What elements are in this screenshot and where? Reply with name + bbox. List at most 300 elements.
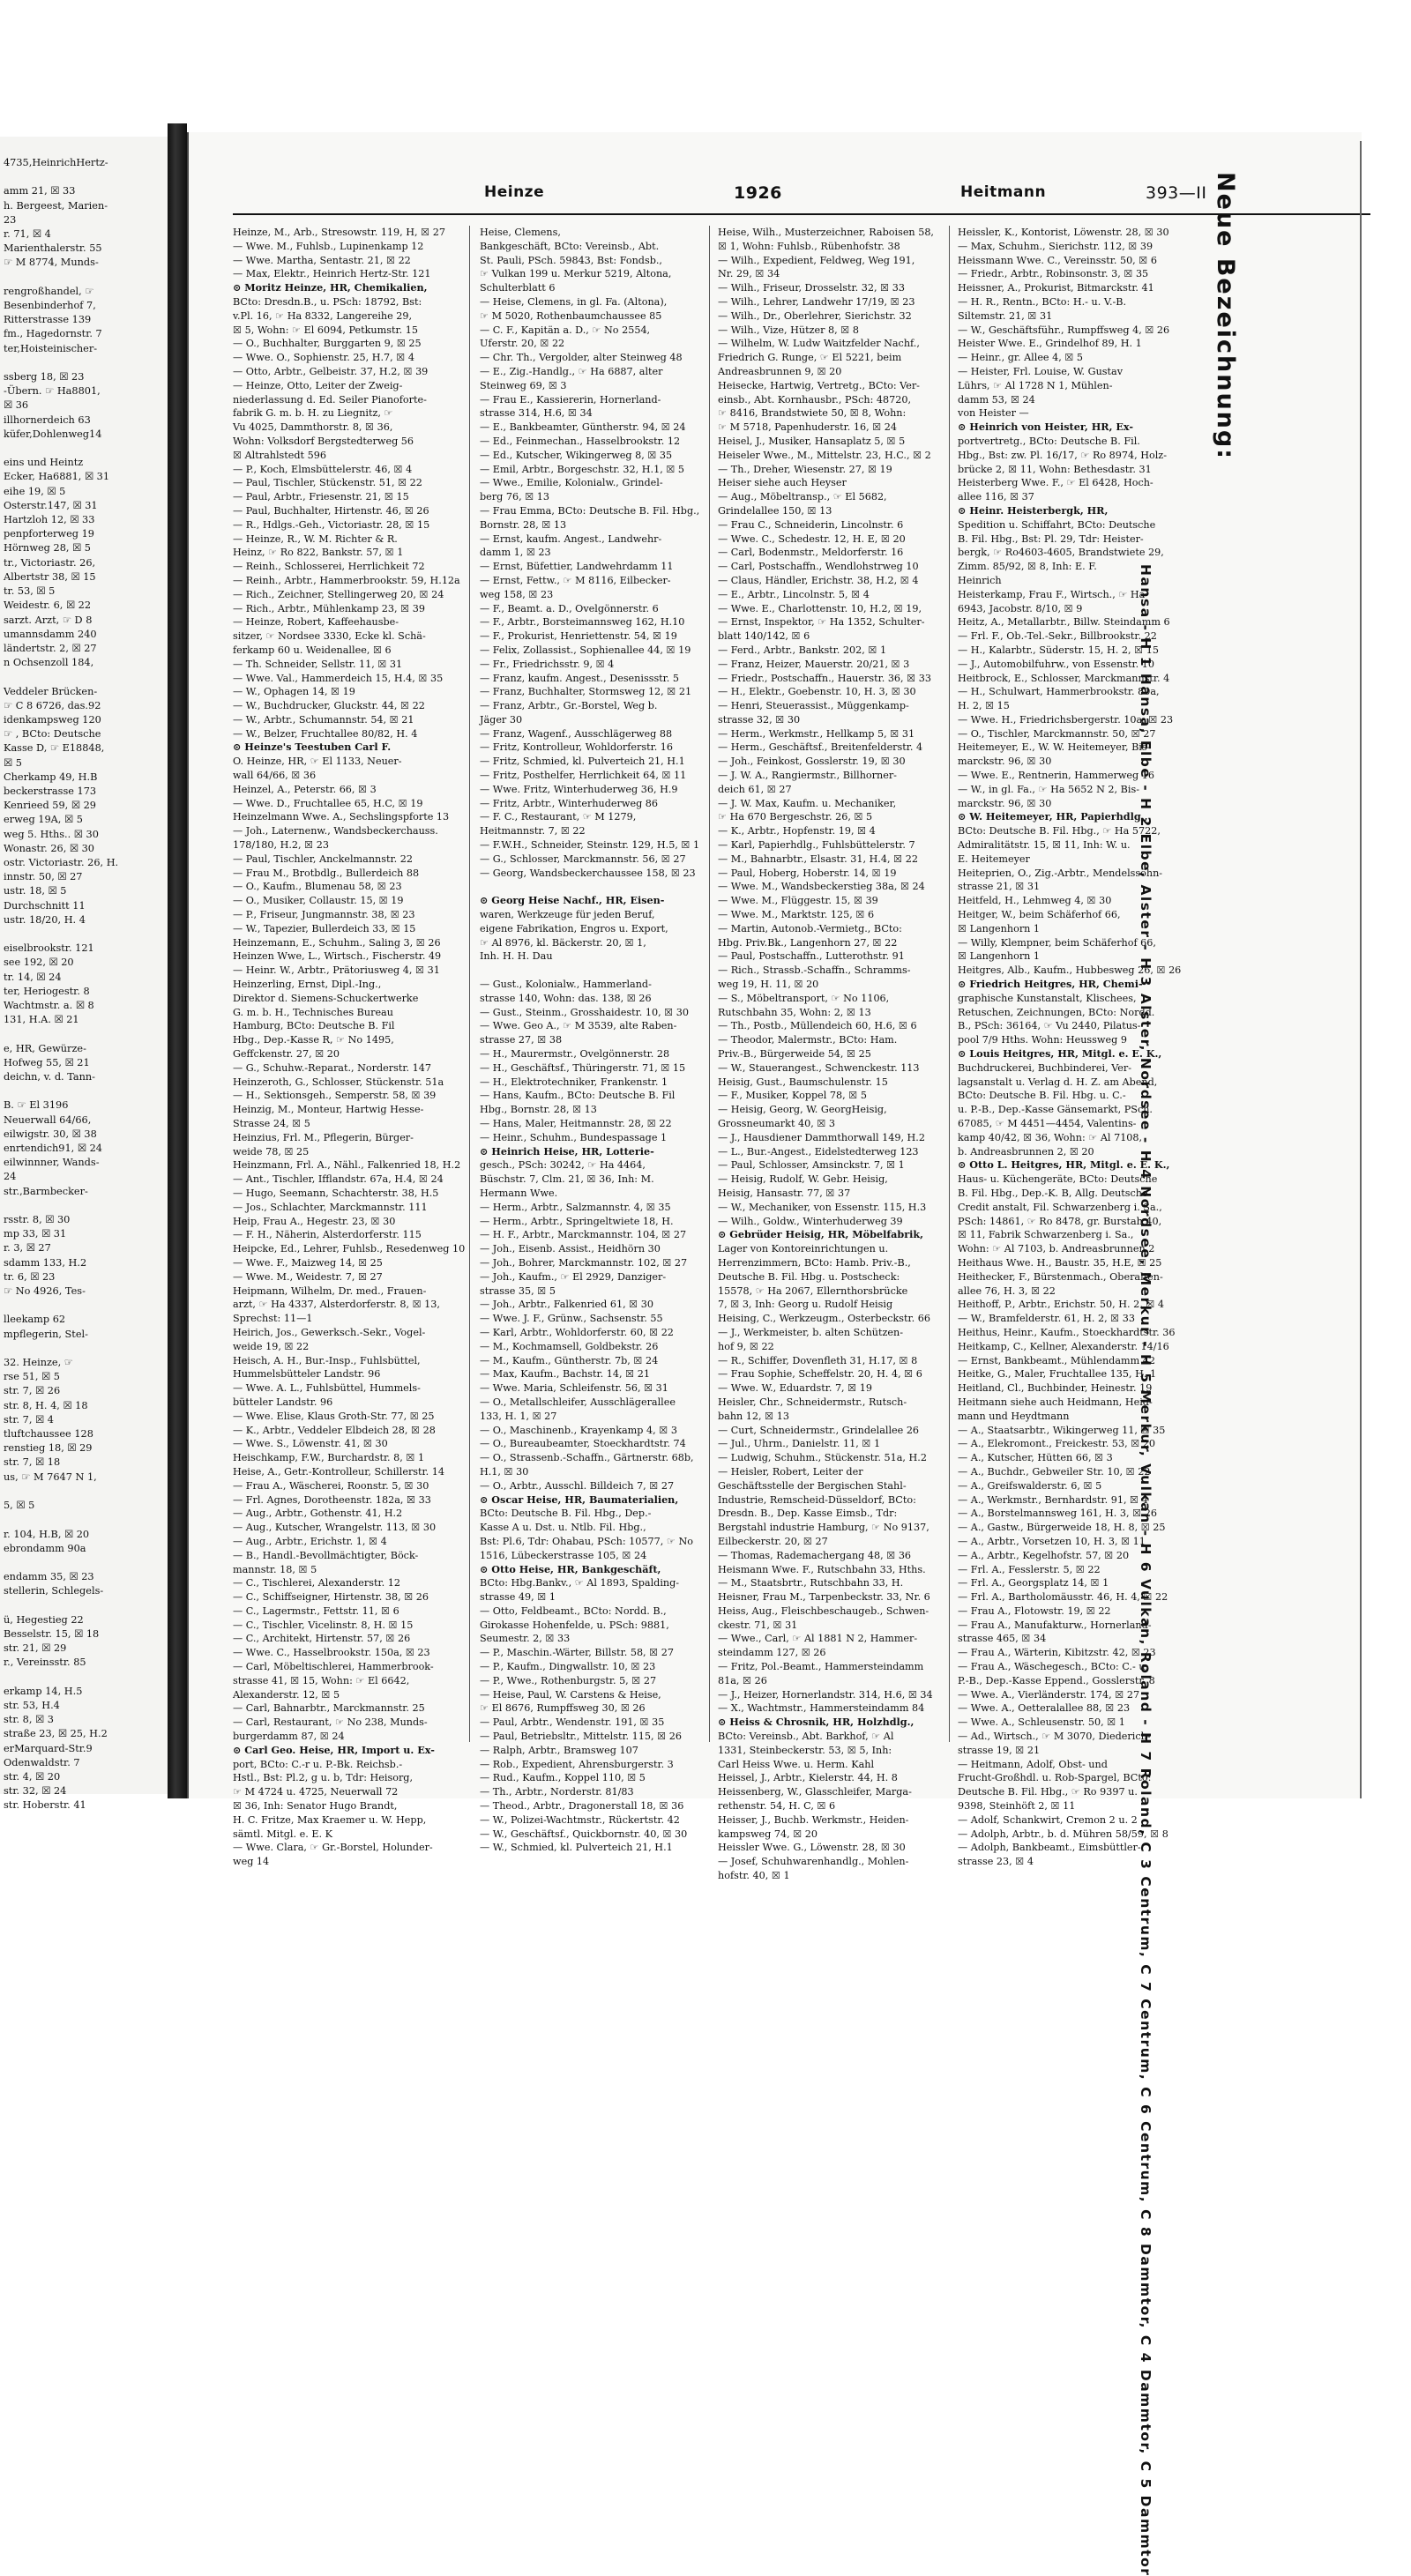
directory-entry: O. Heinze, HR, ☞ El 1133, Neuer- xyxy=(233,756,402,768)
directory-entry: — Ernst, Inspektor, ☞ Ha 1352, Schulter- xyxy=(718,616,925,629)
directory-entry: — Joh., Bohrer, Marckmannstr. 102, ☒ 27 xyxy=(480,1256,688,1269)
directory-entry: — Th., Arbtr., Norderstr. 81/83 xyxy=(480,1786,634,1798)
column-1 xyxy=(233,226,466,1869)
directory-entry: Jäger 30 xyxy=(480,713,523,726)
directory-entry: — P., Friseur, Jungmannstr. 38, ☒ 23 xyxy=(233,909,415,921)
directory-entry: — Jul., Uhrm., Danielstr. 11, ☒ 1 xyxy=(718,1438,881,1450)
directory-entry: — Martin, Autonob.-Vermietg., BCto: xyxy=(718,922,902,934)
directory-entry: — H., Sektionsgeh., Semperstr. 58, ☒ 39 xyxy=(233,1090,437,1102)
directory-entry: Heitkamp, C., Kellner, Alexanderstr. 14/16 xyxy=(958,1340,1169,1352)
left-fragment-line xyxy=(0,927,168,942)
left-fragment-line: r. 71, ☒ 4 xyxy=(4,228,51,241)
left-fragment-line: stellerin, Schlegels- xyxy=(4,1585,104,1597)
left-fragment-line: 5, ☒ 5 xyxy=(4,1500,35,1512)
directory-entry: Haus- u. Küchengeräte, BCto: Deutsche xyxy=(958,1173,1158,1186)
directory-entry: ☒ Langenhorn 1 xyxy=(958,922,1041,934)
directory-entry: — Henri, Steuerassist., Müggenkamp- xyxy=(718,700,909,712)
directory-entry: — Franz, kaufm. Angest., Desenissstr. 5 xyxy=(480,672,680,684)
directory-entry: Priv.-B., Bürgerweide 54, ☒ 25 xyxy=(718,1048,871,1061)
left-fragment-line: ☞ M 8774, Munds- xyxy=(4,257,99,269)
directory-entry: — Th., Dreher, Wiesenstr. 27, ☒ 19 xyxy=(718,463,892,475)
left-fragment-line xyxy=(0,1599,168,1613)
directory-entry: — Gust., Steinm., Grosshaidestr. 10, ☒ 30 xyxy=(480,1006,690,1018)
directory-entry: — Hugo, Seemann, Schachterstr. 38, H.5 xyxy=(233,1187,439,1199)
directory-entry: E. Heitemeyer xyxy=(958,852,1030,865)
left-fragment-line xyxy=(0,1556,168,1570)
directory-entry: Heitz, A., Metallarbtr., Billw. Steindamm 6 xyxy=(958,616,1170,629)
directory-entry: Heisch, A. H., Bur.-Insp., Fuhlsbüttel, xyxy=(233,1354,421,1366)
directory-entry: u. P.-B., Dep.-Kasse Gänsemarkt, PSch. xyxy=(958,1104,1153,1116)
directory-entry: Hermann Wwe. xyxy=(480,1187,558,1199)
directory-entry: — W., Mechaniker, von Essenstr. 115, H.3 xyxy=(718,1201,927,1213)
left-fragment-line: ☞ C 8 6726, das.92 xyxy=(4,699,101,711)
directory-entry: — Rich., Strassb.-Schaffn., Schramms- xyxy=(718,964,911,977)
directory-entry: Heisner, Frau M., Tarpenbeckstr. 33, Nr. 6 xyxy=(718,1591,930,1604)
directory-entry: Nr. 29, ☒ 34 xyxy=(718,268,780,280)
left-fragment-line: Odenwaldstr. 7 xyxy=(4,1756,80,1768)
left-fragment-line: erweg 19A, ☒ 5 xyxy=(4,814,83,826)
left-fragment-line: erMarquard-Str.9 xyxy=(4,1742,93,1754)
directory-entry: v.Pl. 16, ☞ Ha 8332, Langereihe 29, xyxy=(233,309,413,322)
directory-entry: 67085, ☞ M 4451—4454, Valentins- xyxy=(958,1118,1137,1129)
directory-entry: — A., Staatsarbtr., Wikingerweg 11, ☒ 35 xyxy=(958,1424,1166,1436)
directory-entry: ⊙ Oscar Heise, HR, Baumaterialien, xyxy=(480,1493,679,1506)
directory-entry: — Frl. A., Georgsplatz 14, ☒ 1 xyxy=(958,1577,1109,1590)
directory-entry: BCto: Dresdn.B., u. PSch: 18792, Bst: xyxy=(233,295,422,308)
left-fragment-line: e, HR, Gewürze- xyxy=(4,1042,86,1054)
directory-entry: Heischkamp, F.W., Burchardstr. 8, ☒ 1 xyxy=(233,1452,425,1464)
directory-entry: ⊙ Otto L. Heitgres, HR, Mitgl. e. E. K., xyxy=(958,1158,1170,1172)
directory-entry: — Rich., Zeichner, Stellingerweg 20, ☒ 24 xyxy=(233,588,444,600)
directory-entry: ☞ Ha 670 Bergeschstr. 26, ☒ 5 xyxy=(718,811,873,823)
left-fragment-line: ter, Heriogestr. 8 xyxy=(4,985,90,997)
left-fragment-line: ☒ 5 xyxy=(4,756,22,769)
directory-entry: — Heinr. W., Arbtr., Prätoriusweg 4, ☒ 31 xyxy=(233,964,440,977)
directory-entry: 178/180, H.2, ☒ 23 xyxy=(233,839,329,852)
directory-entry: Rutschbahn 35, Wohn: 2, ☒ 13 xyxy=(718,1006,871,1018)
directory-entry: Steinweg 69, ☒ 3 xyxy=(480,379,567,391)
directory-entry: — Ernst, Fettw., ☞ M 8116, Eilbecker- xyxy=(480,574,671,586)
directory-entry: — Herm., Arbtr., Springeltwiete 18, H. xyxy=(480,1215,674,1227)
directory-entry: brücke 2, ☒ 11, Wohn: Bethesdastr. 31 xyxy=(958,463,1152,475)
left-fragment-line: lleekamp 62 xyxy=(4,1314,66,1326)
directory-entry: — Frau M., Brotbdlg., Bullerdeich 88 xyxy=(233,867,420,879)
directory-entry xyxy=(480,964,702,978)
directory-entry: Hummelsbütteler Landstr. 96 xyxy=(233,1368,381,1381)
directory-entry: 133, H. 1, ☒ 27 xyxy=(480,1410,557,1422)
directory-entry: — Reinh., Arbtr., Hammerbrookstr. 59, H.12a xyxy=(233,574,460,586)
directory-entry: ☞ M 5718, Papenhuderstr. 16, ☒ 24 xyxy=(718,421,898,434)
directory-entry: — A., Werkmstr., Bernhardstr. 91, ☒ 4 xyxy=(958,1493,1148,1506)
directory-entry: marckstr. 96, ☒ 30 xyxy=(958,756,1052,768)
directory-entry: — Paul, Buchhalter, Hirtenstr. 46, ☒ 26 xyxy=(233,504,429,517)
left-fragment-line: tr. 14, ☒ 24 xyxy=(4,971,62,983)
left-fragment-line: tluftchaussee 128 xyxy=(4,1428,93,1441)
directory-entry: — Wwe. W., Eduardstr. 7, ☒ 19 xyxy=(718,1382,872,1395)
directory-entry: — A., Elekromont., Freickestr. 53, ☒ 20 xyxy=(958,1438,1156,1450)
directory-entry: Dresdn. B., Dep. Kasse Eimsb., Tdr: xyxy=(718,1508,898,1520)
directory-entry: Spedition u. Schiffahrt, BCto: Deutsche xyxy=(958,518,1156,531)
left-fragment-line: str. 21, ☒ 29 xyxy=(4,1642,67,1655)
directory-entry: portvertretg., BCto: Deutsche B. Fil. xyxy=(958,435,1140,447)
directory-entry: Wohn: Volksdorf Bergstedterweg 56 xyxy=(233,435,414,447)
directory-entry: hofstr. 40, ☒ 1 xyxy=(718,1870,790,1882)
directory-entry: — Carl, Möbeltischlerei, Hammerbrook- xyxy=(233,1661,434,1673)
directory-entry: Heissel, J., Arbtr., Kielerstr. 44, H. 8 xyxy=(718,1772,898,1784)
directory-entry: — Georg, Wandsbeckerchaussee 158, ☒ 23 xyxy=(480,867,696,879)
left-fragment-line: str. 7, ☒ 26 xyxy=(4,1385,61,1397)
directory-entry: — P., Koch, Elmsbüttelerstr. 46, ☒ 4 xyxy=(233,463,413,475)
directory-entry: — H. F., Arbtr., Marckmannstr. 104, ☒ 27 xyxy=(480,1229,687,1241)
directory-entry: Siltemstr. 21, ☒ 31 xyxy=(958,309,1053,322)
left-fragment-line: Ecker, Ha6881, ☒ 31 xyxy=(4,471,110,483)
directory-entry: — P., Maschin.-Wärter, Billstr. 58, ☒ 27 xyxy=(480,1647,674,1659)
directory-entry: PSch: 14861, ☞ Ro 8478, gr. Burstah 40, xyxy=(958,1215,1162,1227)
directory-entry: mann und Heydtmann xyxy=(958,1410,1070,1422)
directory-entry: Heisterkamp, Frau F., Wirtsch., ☞ Ha xyxy=(958,588,1146,600)
directory-entry: — Wwe. Maria, Schleifenstr. 56, ☒ 31 xyxy=(480,1382,668,1395)
left-fragment-line: ostr. Victoriastr. 26, H. xyxy=(4,856,119,868)
directory-entry: ckestr. 71, ☒ 31 xyxy=(718,1619,798,1631)
directory-entry: hof 9, ☒ 22 xyxy=(718,1340,774,1352)
directory-entry: 81a, ☒ 26 xyxy=(718,1674,767,1686)
directory-entry: — Rob., Expedient, Ahrensburgerstr. 3 xyxy=(480,1758,674,1770)
directory-entry: — Max, Kaufm., Bachstr. 14, ☒ 21 xyxy=(480,1368,650,1381)
column-divider xyxy=(949,226,950,1742)
directory-entry: Friedrich G. Runge, ☞ El 5221, beim xyxy=(718,352,902,364)
directory-entry: Heitbrock, E., Schlosser, Marckmannstr. 4 xyxy=(958,672,1170,684)
directory-entry: wall 64/66, ☒ 36 xyxy=(233,770,317,782)
directory-entry: ☞ El 8676, Rumpffsweg 30, ☒ 26 xyxy=(480,1702,646,1715)
directory-entry: — F., Prokurist, Henriettenstr. 54, ☒ 19 xyxy=(480,630,677,643)
left-fragment-line xyxy=(0,170,168,184)
directory-entry: — W., Tapezier, Bullerdeich 33, ☒ 15 xyxy=(233,922,416,934)
directory-entry: — Frau E., Kassiererin, Hornerland- xyxy=(480,393,661,406)
directory-entry: — Wwe. F., Maizweg 14, ☒ 25 xyxy=(233,1256,383,1269)
directory-entry: 9398, Steinhöft 2, ☒ 11 xyxy=(958,1800,1076,1813)
left-fragment-line: us, ☞ M 7647 N 1, xyxy=(4,1470,97,1483)
directory-entry: — Heinze, R., W. M. Richter & R. xyxy=(233,532,398,545)
column-2 xyxy=(480,226,702,1855)
left-fragment-line: Besenbinderhof 7, xyxy=(4,300,96,312)
directory-entry: Seumestr. 2, ☒ 33 xyxy=(480,1633,571,1645)
directory-entry: Carl Heiss Wwe. u. Herm. Kahl xyxy=(718,1758,875,1770)
directory-entry: — Wwe. O., Sophienstr. 25, H.7, ☒ 4 xyxy=(233,352,414,364)
directory-entry: steindamm 127, ☒ 26 xyxy=(718,1647,826,1659)
directory-entry: — Rud., Kaufm., Koppel 110, ☒ 5 xyxy=(480,1772,646,1784)
directory-entry: — Heinr., gr. Allee 4, ☒ 5 xyxy=(958,352,1084,364)
directory-entry: ⊙ Louis Heitgres, HR, Mitgl. e. E. K., xyxy=(958,1047,1162,1061)
left-fragment-line: -Übern. ☞ Ha8801, xyxy=(4,385,101,398)
left-fragment-line: ☞ No 4926, Tes- xyxy=(4,1285,86,1298)
directory-entry: — Wwe. Geo A., ☞ M 3539, alte Raben- xyxy=(480,1020,677,1032)
directory-entry: — Frau A., Wäscherei, Roonstr. 5, ☒ 30 xyxy=(233,1479,429,1492)
left-fragment-line: idenkampsweg 120 xyxy=(4,713,101,726)
left-fragment-line: str. 7, ☒ 4 xyxy=(4,1413,54,1426)
directory-entry: Kasse A u. Dst. u. Ntlb. Fil. Hbg., xyxy=(480,1522,646,1534)
left-fragment-line: enrtendich91, ☒ 24 xyxy=(4,1143,102,1155)
left-fragment-line: sdamm 133, H.2 xyxy=(4,1256,87,1269)
side-notice xyxy=(1186,172,1239,461)
directory-entry: 1516, Lübeckerstrasse 105, ☒ 24 xyxy=(480,1549,647,1561)
directory-entry: strasse 35, ☒ 5 xyxy=(480,1284,556,1297)
directory-entry: — H., Kalarbtr., Süderstr. 15, H. 2, ☒ 15 xyxy=(958,644,1159,656)
directory-entry: — J., Automobilfuhrw., von Essenstr. 10 xyxy=(958,658,1155,670)
directory-entry: — F., Beamt. a. D., Ovelgönnerstr. 6 xyxy=(480,602,659,614)
directory-entry: — K., Arbtr., Veddeler Elbdeich 28, ☒ 28 xyxy=(233,1424,436,1436)
directory-entry: — Frl. A., Bartholomäusstr. 46, H. 4, ☒ 22 xyxy=(958,1591,1168,1604)
left-fragment-line: ustr. 18, ☒ 5 xyxy=(4,885,67,897)
header-year: 1926 xyxy=(734,183,782,203)
directory-entry: — Frl. A., Fesslerstr. 5, ☒ 22 xyxy=(958,1563,1101,1575)
directory-entry: — Otto, Arbtr., Gelbeistr. 37, H.2, ☒ 39 xyxy=(233,365,429,377)
directory-entry: — Heinze, Otto, Leiter der Zweig- xyxy=(233,379,403,391)
directory-entry: — L., Bur.-Angest., Eidelstedterweg 123 xyxy=(718,1145,919,1158)
directory-entry: — Fr., Friedrichsstr. 9, ☒ 4 xyxy=(480,658,615,670)
directory-entry: strasse 27, ☒ 38 xyxy=(480,1034,563,1046)
directory-entry: arzt, ☞ Ha 4337, Alsterdorferstr. 8, ☒ 13, xyxy=(233,1299,440,1311)
directory-entry: — A., Gastw., Bürgerweide 18, H. 8, ☒ 25 xyxy=(958,1522,1166,1534)
directory-entry: Schulterblatt 6 xyxy=(480,282,556,294)
left-fragment-line xyxy=(0,271,168,285)
directory-entry: Retuschen, Zeichnungen, BCto: Nordd. xyxy=(958,1006,1155,1018)
directory-entry: — O., Arbtr., Ausschl. Billdeich 7, ☒ 27 xyxy=(480,1479,675,1492)
directory-entry: — Ernst, kaufm. Angest., Landwehr- xyxy=(480,532,662,545)
left-fragment-line: ☞ , BCto: Deutsche xyxy=(4,728,101,741)
directory-entry: rethenstr. 54, H. C, ☒ 6 xyxy=(718,1800,836,1813)
directory-entry: — J. W. A., Rangiermstr., Billhorner- xyxy=(718,770,897,782)
directory-entry: Bornstr. 28, ☒ 13 xyxy=(480,518,567,531)
directory-entry: Heinzelmann Wwe. A., Sechslingspforte 13 xyxy=(233,811,450,823)
directory-entry: H. C. Fritze, Max Kraemer u. W. Hepp, xyxy=(233,1813,427,1826)
directory-entry: — M., Kaufm., Güntherstr. 7b, ☒ 24 xyxy=(480,1354,659,1366)
directory-entry: einsb., Abt. Kornhausbr., PSch: 48720, xyxy=(718,393,912,406)
directory-entry: — Wilh., Vize, Hützer 8, ☒ 8 xyxy=(718,324,859,336)
left-fragment-line xyxy=(0,1199,168,1213)
directory-entry: weg 19, H. 11, ☒ 20 xyxy=(718,979,819,991)
directory-entry: Heitke, G., Maler, Fruchtallee 135, H. 1 xyxy=(958,1368,1157,1381)
directory-entry: marckstr. 96, ☒ 30 xyxy=(958,797,1052,809)
directory-entry: — Hans, Maler, Heitmannstr. 28, ☒ 22 xyxy=(480,1118,672,1129)
directory-entry: fabrik G. m. b. H. zu Liegnitz, ☞ xyxy=(233,407,393,420)
directory-entry: — Wwe., Carl, ☞ Al 1881 N 2, Hammer- xyxy=(718,1633,918,1645)
directory-entry: Heissner, A., Prokurist, Bitmarckstr. 41 xyxy=(958,282,1154,294)
column-3 xyxy=(718,226,940,1883)
directory-entry: — Frau A., Wärterin, Kibitzstr. 42, ☒ 23 xyxy=(958,1647,1156,1659)
left-fragment-line: renstieg 18, ☒ 29 xyxy=(4,1442,93,1455)
directory-entry: — Ludwig, Schuhm., Stückenstr. 51a, H.2 xyxy=(718,1452,927,1464)
directory-entry: Heiseler Wwe., M., Mittelstr. 23, H.C., ☒ 2 xyxy=(718,449,931,461)
directory-entry: — Theodor, Malermstr., BCto: Ham. xyxy=(718,1034,898,1046)
directory-entry: allee 76, H. 3, ☒ 22 xyxy=(958,1284,1056,1297)
directory-entry: ferkamp 60 u. Weidenallee, ☒ 6 xyxy=(233,644,392,656)
directory-entry: Heitland, Cl., Buchbinder, Heinestr. 19 xyxy=(958,1382,1153,1395)
directory-entry: Heitmann siehe auch Heidmann, Heid- xyxy=(958,1396,1153,1408)
left-fragment-line: Marienthalerstr. 55 xyxy=(4,242,102,255)
directory-entry: Uferstr. 20, ☒ 22 xyxy=(480,338,565,350)
directory-entry: — C. F., Kapitän a. D., ☞ No 2554, xyxy=(480,324,651,336)
directory-entry: — Wilh., Dr., Oberlehrer, Sierichstr. 32 xyxy=(718,309,912,322)
directory-entry: ⊙ Otto Heise, HR, Bankgeschäft, xyxy=(480,1562,661,1575)
directory-entry: Heinzig, M., Monteur, Hartwig Hesse- xyxy=(233,1104,424,1116)
left-fragment-line: Kasse D, ☞ E18848, xyxy=(4,742,105,755)
directory-entry: — Ed., Feinmechan., Hasselbrookstr. 12 xyxy=(480,435,681,447)
column-divider xyxy=(469,226,470,1742)
left-fragment-line: r., Vereinsstr. 85 xyxy=(4,1657,86,1669)
directory-entry: Geschäftsstelle der Bergischen Stahl- xyxy=(718,1479,907,1492)
directory-entry: strasse 49, ☒ 1 xyxy=(480,1591,556,1604)
left-fragment-line: Osterstr.147, ☒ 31 xyxy=(4,499,98,511)
directory-entry: ⊙ Friedrich Heitgres, HR, Chemi- xyxy=(958,978,1143,991)
directory-entry: — P., Wwe., Rothenburgstr. 5, ☒ 27 xyxy=(480,1674,657,1686)
left-fragment-line: see 192, ☒ 20 xyxy=(4,957,74,969)
directory-entry: Heithus, Heinr., Kaufm., Stoeckhardtstr. 36 xyxy=(958,1326,1176,1338)
directory-entry: — Felix, Zollassist., Sophienallee 44, ☒ 19 xyxy=(480,644,691,656)
directory-entry: Heissenberg, W., Glasschleifer, Marga- xyxy=(718,1786,912,1798)
directory-entry: P.-B., Dep.-Kasse Eppend., Gosslerstr. 8 xyxy=(958,1674,1155,1686)
directory-entry: — M., Bahnarbtr., Elsastr. 31, H.4, ☒ 22 xyxy=(718,852,918,865)
directory-entry: Lager von Kontoreinrichtungen u. xyxy=(718,1243,889,1255)
directory-entry: — A., Borstelmannsweg 161, H. 3, ☒ 26 xyxy=(958,1508,1157,1520)
directory-entry: — W., Polizei-Wachtmstr., Rückertstr. 42 xyxy=(480,1813,680,1826)
directory-entry: — J., Heizer, Hornerlandstr. 314, H.6, ☒ 34 xyxy=(718,1688,933,1701)
directory-entry: — Wilh., Expedient, Feldweg, Weg 191, xyxy=(718,254,915,266)
directory-entry: — Wwe. M., Weidestr. 7, ☒ 27 xyxy=(233,1270,383,1283)
directory-entry: Grindelallee 150, ☒ 13 xyxy=(718,504,832,517)
directory-entry: — W., Schmied, kl. Pulverteich 21, H.1 xyxy=(480,1842,673,1854)
header-page-number: 393—II xyxy=(1146,183,1207,203)
left-fragment-line: B. ☞ El 3196 xyxy=(4,1099,69,1112)
left-fragment-line: endamm 35, ☒ 23 xyxy=(4,1571,94,1583)
directory-entry: Heitfeld, H., Lehmweg 4, ☒ 30 xyxy=(958,895,1112,907)
directory-entry: — Max, Schuhm., Sierichstr. 112, ☒ 39 xyxy=(958,240,1153,252)
left-fragment-line: str. 8, H. 4, ☒ 18 xyxy=(4,1399,88,1411)
directory-entry: — Wwe. A., Vierländerstr. 174, ☒ 27 xyxy=(958,1688,1140,1701)
directory-entry: — A., Arbtr., Kegelhofstr. 57, ☒ 20 xyxy=(958,1549,1130,1561)
directory-entry: — Aug., Arbtr., Gothenstr. 41, H.2 xyxy=(233,1508,403,1520)
directory-entry: — Aug., Kutscher, Wrangelstr. 113, ☒ 30 xyxy=(233,1522,437,1534)
directory-entry: — W., Belzer, Fruchtallee 80/82, H. 4 xyxy=(233,727,418,740)
directory-entry: Admiralitätstr. 15, ☒ 11, Inh: W. u. xyxy=(958,839,1131,852)
directory-entry: ☒ Langenhorn 1 xyxy=(958,950,1041,963)
directory-entry: Sprechst: 11—1 xyxy=(233,1313,313,1325)
directory-entry: — Heister, Frl. Louise, W. Gustav xyxy=(958,365,1124,377)
directory-entry: — Wwe. Clara, ☞ Gr.-Borstel, Holunder- xyxy=(233,1842,433,1854)
directory-entry: — Wwe. S., Löwenstr. 41, ☒ 30 xyxy=(233,1438,388,1450)
directory-entry: Heinzeroth, G., Schlosser, Stückenstr. 51a xyxy=(233,1076,444,1088)
directory-entry: ⊙ Gebrüder Heisig, HR, Möbelfabrik, xyxy=(718,1228,923,1241)
directory-entry: weg 14 xyxy=(233,1856,270,1868)
left-fragment-line: str. 4, ☒ 20 xyxy=(4,1770,61,1783)
directory-entry: — A., Greifswalderstr. 6, ☒ 5 xyxy=(958,1479,1102,1492)
left-fragment-line: 4735,HeinrichHertz- xyxy=(4,157,108,168)
directory-entry: H. 2, ☒ 15 xyxy=(958,700,1010,712)
left-fragment-line: Durchschnitt 11 xyxy=(4,899,86,912)
directory-entry: Heinrich xyxy=(958,574,1002,586)
directory-entry: weg 158, ☒ 23 xyxy=(480,588,554,600)
directory-entry: — J. W. Max, Kaufm. u. Mechaniker, xyxy=(718,797,897,809)
directory-entry: BCto: Hbg.Bankv., ☞ Al 1893, Spalding- xyxy=(480,1577,680,1590)
directory-entry xyxy=(480,880,702,894)
directory-entry: Heitmannstr. 7, ☒ 22 xyxy=(480,825,586,838)
directory-entry: Heitgres, Alb., Kaufm., Hubbesweg 26, ☒ 26 xyxy=(958,964,1182,977)
directory-entry: — Karl, Papierhdlg., Fuhlsbüttelerstr. 7 xyxy=(718,839,915,852)
directory-entry: — Rich., Arbtr., Mühlenkamp 23, ☒ 39 xyxy=(233,602,425,614)
directory-entry: — B., Handl.-Bevollmächtigter, Böck- xyxy=(233,1549,419,1561)
directory-entry: strasse 140, Wohn: das. 138, ☒ 26 xyxy=(480,992,652,1004)
directory-entry: bütteler Landstr. 96 xyxy=(233,1396,333,1408)
directory-entry: — F., Arbtr., Borsteimannsweg 162, H.10 xyxy=(480,616,685,629)
directory-entry: Büschstr. 7, Clm. 21, ☒ 36, Inh: M. xyxy=(480,1173,654,1186)
directory-entry: — E., Bankbeamter, Güntherstr. 94, ☒ 24 xyxy=(480,421,686,434)
left-fragment-line xyxy=(0,442,168,456)
directory-entry: b. Andreasbrunnen 2, ☒ 20 xyxy=(958,1145,1094,1158)
directory-entry: — Willy, Klempner, beim Schäferhof 66, xyxy=(958,936,1156,949)
left-fragment-line: rse 51, ☒ 5 xyxy=(4,1371,60,1383)
directory-entry: — O., Kaufm., Blumenau 58, ☒ 23 xyxy=(233,881,402,893)
directory-entry: Direktor d. Siemens-Schuckertwerke xyxy=(233,992,419,1004)
directory-entry: Inh. H. H. Dau xyxy=(480,950,553,963)
directory-entry: graphische Kunstanstalt, Klischees, xyxy=(958,992,1137,1004)
directory-entry: — Frl. Agnes, Dorotheenstr. 182a, ☒ 33 xyxy=(233,1493,431,1506)
column-divider xyxy=(709,226,710,1742)
directory-entry: — W., Geschäftsf., Quickbornstr. 40, ☒ 30 xyxy=(480,1828,688,1840)
directory-entry: burgerdamm 87, ☒ 24 xyxy=(233,1731,345,1743)
left-fragment-line: erkamp 14, H.5 xyxy=(4,1685,83,1697)
directory-entry: — Heisig, Georg, W. GeorgHeisig, xyxy=(718,1104,887,1116)
directory-entry: Heithaus Wwe. H., Baustr. 35, H.E, ☒ 25 xyxy=(958,1256,1162,1269)
directory-entry: — Otto, Feldbeamt., BCto: Nordd. B., xyxy=(480,1604,667,1617)
directory-entry: berg 76, ☒ 13 xyxy=(480,491,550,503)
directory-entry: — W., Bramfelderstr. 61, H. 2, ☒ 33 xyxy=(958,1313,1136,1325)
directory-entry: — O., Buchhalter, Burggarten 9, ☒ 25 xyxy=(233,338,422,350)
left-fragment-line: Hofweg 55, ☒ 21 xyxy=(4,1056,90,1068)
left-fragment-line: str. 7, ☒ 18 xyxy=(4,1456,61,1469)
directory-entry: — H., Maurermstr., Ovelgönnerstr. 28 xyxy=(480,1048,670,1061)
directory-entry: Heipcke, Ed., Lehrer, Fuhlsb., Resedenweg 10 xyxy=(233,1243,466,1255)
directory-entry: Heinzemann, E., Schuhm., Saling 3, ☒ 26 xyxy=(233,936,441,949)
directory-entry: Hbg., Bornstr. 28, ☒ 13 xyxy=(480,1104,597,1116)
left-fragment-line: Wachtmstr. a. ☒ 8 xyxy=(4,999,94,1011)
left-fragment-line xyxy=(0,1027,168,1041)
left-fragment-line: 24 xyxy=(4,1171,17,1183)
directory-entry: — Adolph, Arbtr., b. d. Mühren 58/59, ☒ 8 xyxy=(958,1828,1168,1840)
left-page-fragment xyxy=(0,137,170,1812)
directory-entry: — H. R., Rentn., BCto: H.- u. V.-B. xyxy=(958,295,1127,308)
left-fragment-line: rsstr. 8, ☒ 30 xyxy=(4,1214,71,1226)
directory-entry: Hamburg, BCto: Deutsche B. Fil xyxy=(233,1020,395,1032)
directory-entry: — O., Tischler, Marckmannstr. 50, ☒ 27 xyxy=(958,727,1156,740)
directory-entry: Geffckenstr. 27, ☒ 20 xyxy=(233,1048,340,1061)
left-fragment-line: Neuerwall 64/66, xyxy=(4,1113,92,1126)
directory-entry: — Paul, Arbtr., Wendenstr. 191, ☒ 35 xyxy=(480,1716,665,1729)
directory-entry: Industrie, Remscheid-Düsseldorf, BCto: xyxy=(718,1493,916,1506)
directory-entry: B. Fil. Hbg., Dep.-K. B, Allg. Deutsche xyxy=(958,1187,1148,1199)
directory-entry: — O., Metallschleifer, Ausschlägerallee xyxy=(480,1396,676,1408)
directory-entry: — Wilh., Friseur, Drosselstr. 32, ☒ 33 xyxy=(718,282,905,294)
directory-entry: Heiteprien, O., Zig.-Arbtr., Mendelssohn- xyxy=(958,867,1163,879)
directory-entry: Lührs, ☞ Al 1728 N 1, Mühlen- xyxy=(958,379,1113,391)
directory-entry: ⊙ Heiss & Chrosnik, HR, Holzhdlg., xyxy=(718,1716,915,1729)
directory-entry: Strasse 24, ☒ 5 xyxy=(233,1118,310,1129)
directory-entry: Heitger, W., beim Schäferhof 66, xyxy=(958,909,1121,921)
left-fragment-line: eiselbrookstr. 121 xyxy=(4,942,94,955)
directory-entry: Alexanderstr. 12, ☒ 5 xyxy=(233,1688,340,1701)
directory-entry: Heirich, Jos., Gewerksch.-Sekr., Vogel- xyxy=(233,1326,426,1338)
directory-entry: — Heise, Clemens, in gl. Fa. (Altona), xyxy=(480,295,668,308)
left-fragment-line xyxy=(0,1299,168,1313)
directory-entry: — Wwe. J. F., Grünw., Sachsenstr. 55 xyxy=(480,1313,663,1325)
